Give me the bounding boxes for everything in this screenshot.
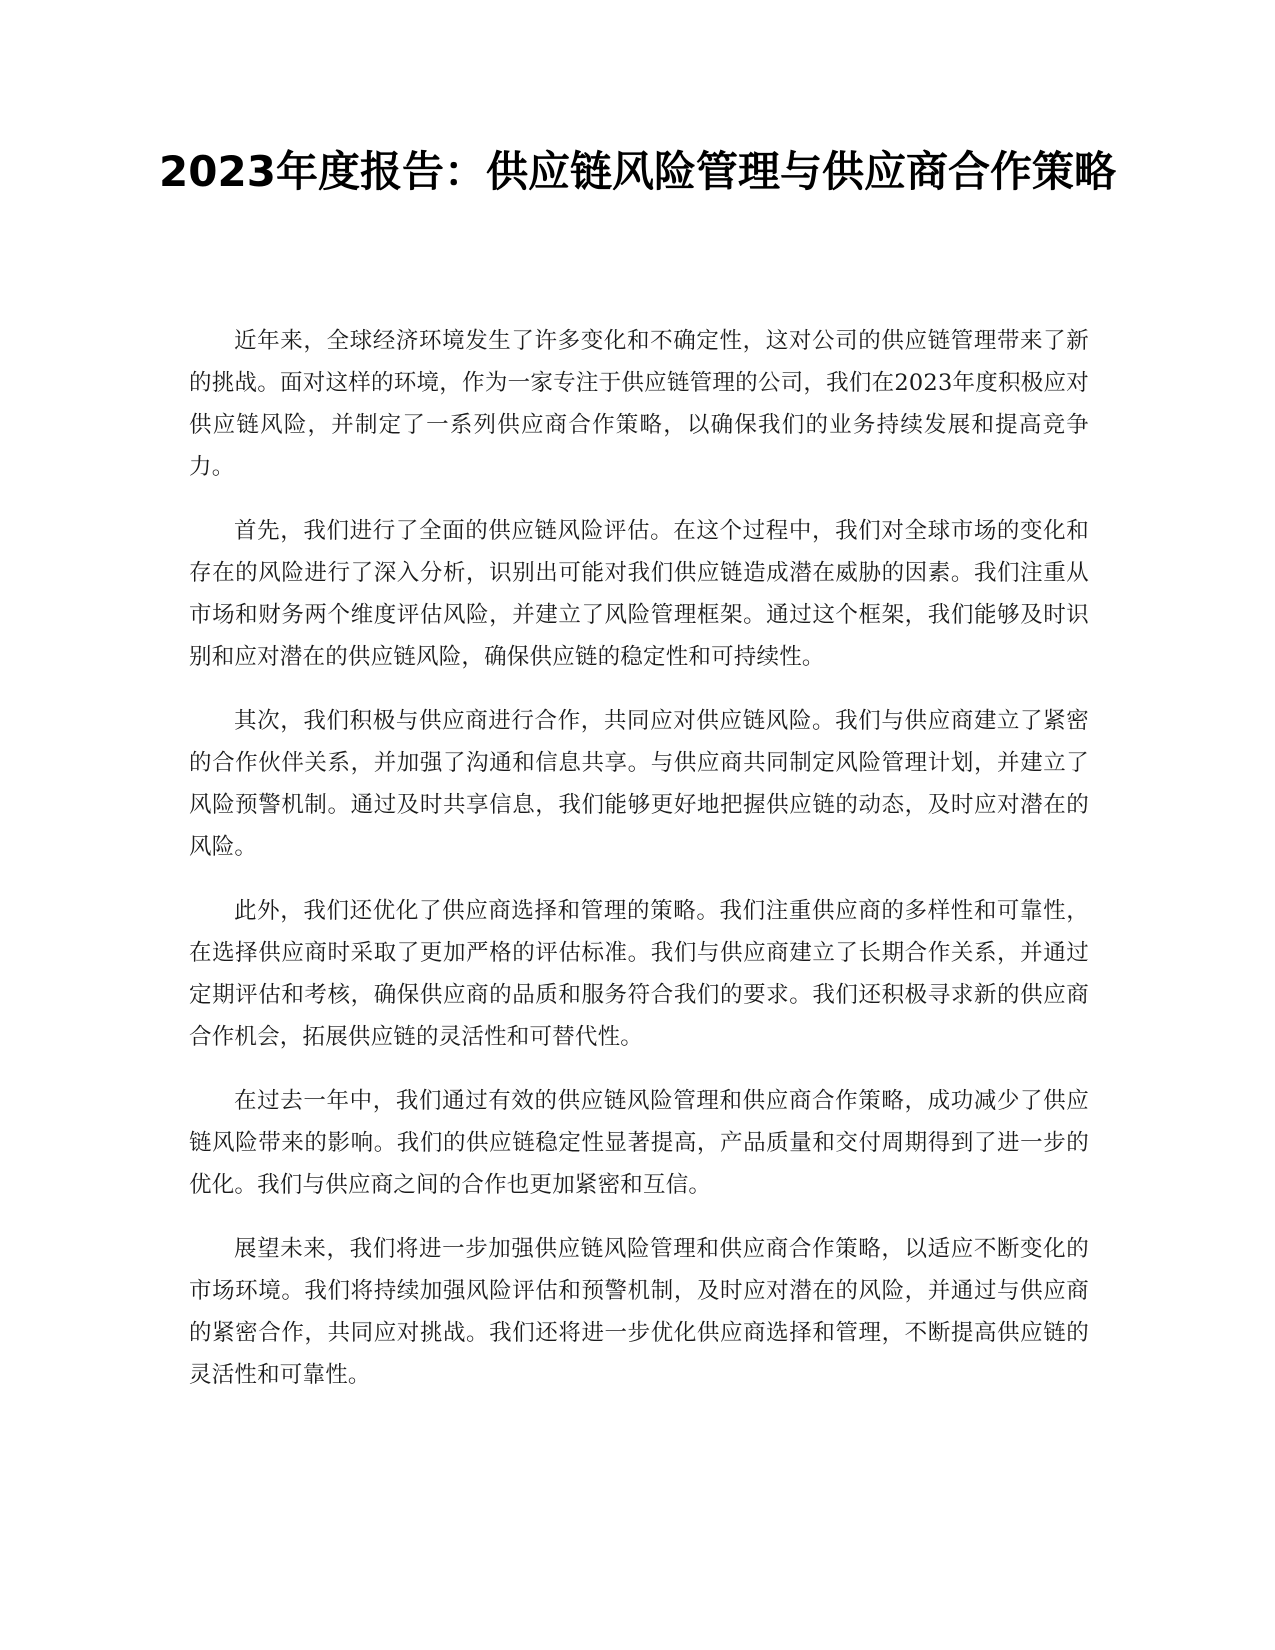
paragraph: 其次，我们积极与供应商进行合作，共同应对供应链风险。我们与供应商建立了紧密的合作伙伴关系，并加强了沟通和信息共享。与供应商共同制定风险管理计划，并建立了风险预警机制。通过及时共享信息，我们能够更好地把握供应链的动态，及时应对潜在的风险。 (189, 708, 1089, 860)
paragraph: 首先，我们进行了全面的供应链风险评估。在这个过程中，我们对全球市场的变化和存在的风险进行了深入分析，识别出可能对我们供应链造成潜在威胁的因素。我们注重从市场和财务两个维度评估风险，并建立了风险管理框架。通过这个框架，我们能够及时识别和应对潜在的供应链风险，确保供应链的稳定性和可持续性。 (189, 518, 1089, 670)
paragraph: 展望未来，我们将进一步加强供应链风险管理和供应商合作策略，以适应不断变化的市场环境。我们将持续加强风险评估和预警机制，及时应对潜在的风险，并通过与供应商的紧密合作，共同应对挑战。我们还将进一步优化供应商选择和管理，不断提高供应链的灵活性和可靠性。 (189, 1236, 1089, 1388)
document-body (189, 320, 1089, 1418)
paragraph: 近年来，全球经济环境发生了许多变化和不确定性，这对公司的供应链管理带来了新的挑战。面对这样的环境，作为一家专注于供应链管理的公司，我们在2023年度积极应对供应链风险，并制定了一系列供应商合作策略，以确保我们的业务持续发展和提高竞争力。 (189, 328, 1089, 480)
paragraph: 此外，我们还优化了供应商选择和管理的策略。我们注重供应商的多样性和可靠性，在选择供应商时采取了更加严格的评估标准。我们与供应商建立了长期合作关系，并通过定期评估和考核，确保供应商的品质和服务符合我们的要求。我们还积极寻求新的供应商合作机会，拓展供应链的灵活性和可替代性。 (189, 898, 1089, 1050)
paragraph: 在过去一年中，我们通过有效的供应链风险管理和供应商合作策略，成功减少了供应链风险带来的影响。我们的供应链稳定性显著提高，产品质量和交付周期得到了进一步的优化。我们与供应商之间的合作也更加紧密和互信。 (189, 1088, 1089, 1198)
document-title: 2023年度报告：供应链风险管理与供应商合作策略 (159, 147, 1116, 196)
